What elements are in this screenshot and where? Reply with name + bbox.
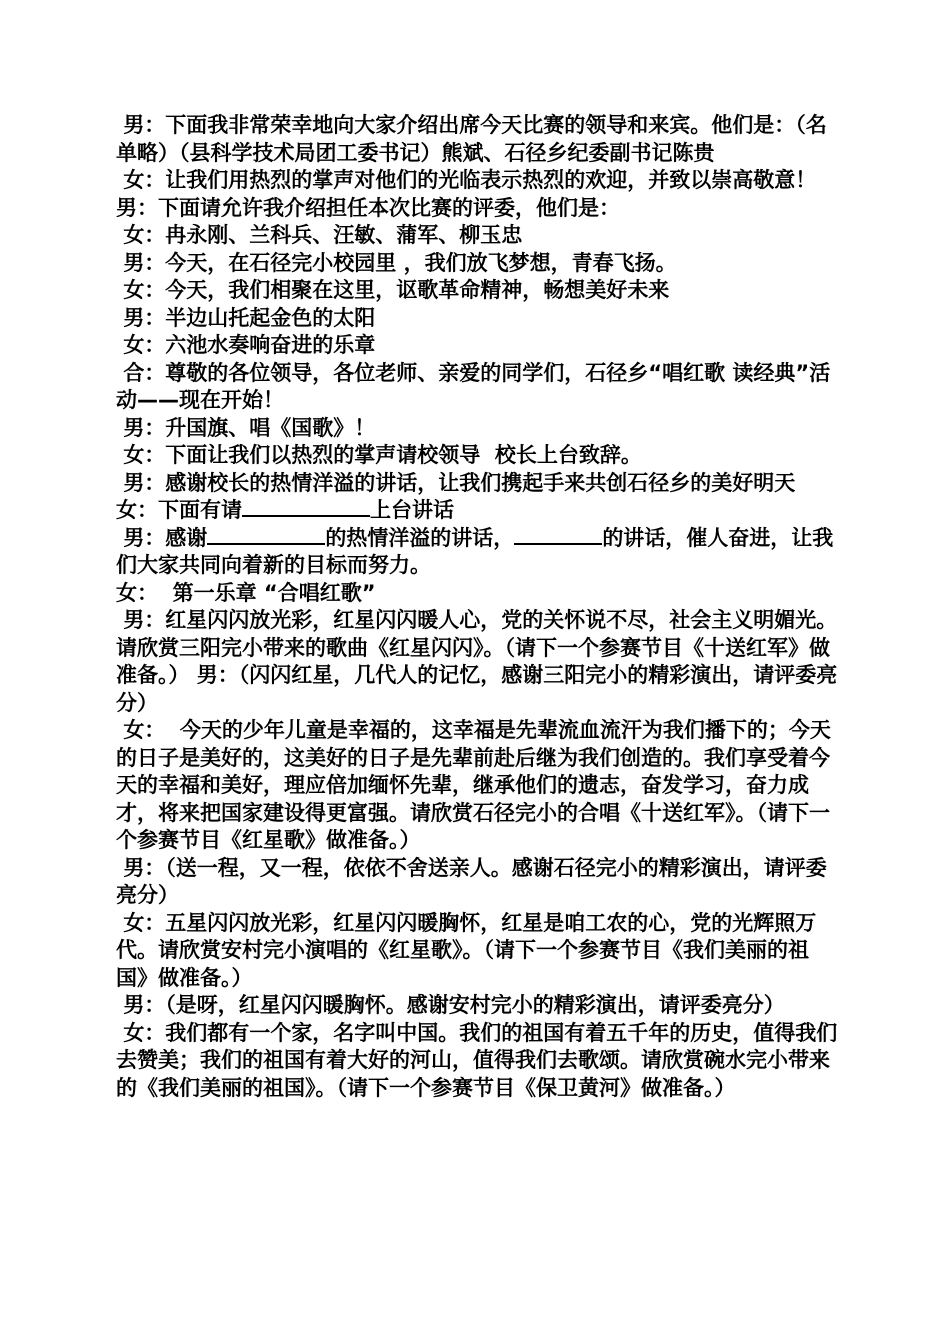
paragraph-12-part-3: 的讲话，催人奋进，让我们大家共同向着新的目标而努力。 — [116, 525, 834, 577]
paragraph-17: 女：五星闪闪放光彩，红星闪闪暖胸怀，红星是咱工农的心，党的光辉照万代。请欣赏安村完小演唱的《红星歌》。（请下一个参赛节目《我们美丽的祖国》做准备。） — [116, 910, 817, 990]
paragraph-2: 女：让我们用热烈的掌声对他们的光临表示热烈的欢迎，并致以崇高敬意！ 男：下面请允许我介绍担任本次比赛的评委，他们是： — [116, 168, 824, 220]
paragraph-3: 女：冉永刚、兰科兵、汪敏、蒲军、柳玉忠 — [116, 223, 523, 247]
paragraph-11-text-after: 上台讲话 — [370, 498, 454, 522]
paragraph-19: 女：我们都有一个家，名字叫中国。我们的祖国有着五千年的历史，值得我们去赞美；我们的祖国有着大好的河山，值得我们去歌颂。请欣赏碗水完小带来的《我们美丽的祖国》。（请下一个参赛节目《保卫黄河》做准备。） — [116, 1020, 838, 1100]
paragraph-9: 男：升国旗、唱《国歌》！ — [116, 415, 376, 440]
paragraph-15: 女： 今天的少年儿童是幸福的，这幸福是先辈流血流汗为我们播下的；今天的日子是美好的，这美好的日子是先辈前赴后继为我们创造的。我们享受着今天的幸福和美好，理应倍加缅怀先辈，继承他们的遗志，奋发学习，奋力成才，将来把国家建设得更富强。请欣赏石径完小的合唱《十送红军》。（请下一个参赛节目《红星歌》做准备。） — [116, 718, 831, 852]
paragraph-11-text-before: 男：感谢校长的热情洋溢的讲话，让我们携起手来共创石径乡的美好明天 女：下面有请 — [116, 470, 803, 522]
paragraph-14: 男：红星闪闪放光彩，红星闪闪暖人心，党的关怀说不尽，社会主义明媚光。请欣赏三阳完小带来的歌曲《红星闪闪》。（请下一个参赛节目《十送红军》做准备。） 男：（闪闪红星，几代人的记忆，感谢三阳完小的精彩演出，请评委亮分） — [116, 608, 838, 715]
paragraph-7: 女：六池水奏响奋进的乐章 — [116, 333, 376, 357]
paragraph-8: 合：尊敬的各位领导，各位老师、亲爱的同学们，石径乡“唱红歌 读经典”活动——现在开始！ — [116, 360, 831, 412]
fill-in-blank — [207, 525, 325, 545]
paragraph-1: 男：下面我非常荣幸地向大家介绍出席今天比赛的领导和来宾。他们是：（名单略）（县科学技术局团工委书记）熊斌、石径乡纪委副书记陈贵 — [116, 113, 827, 165]
paragraph-12-part-1: 男：感谢 — [116, 525, 208, 550]
section-heading: 女： 第一乐章 “合唱红歌” — [116, 580, 376, 605]
paragraph-16: 男：（送一程，又一程，依依不舍送亲人。感谢石径完小的精彩演出，请评委亮分） — [116, 855, 827, 907]
paragraph-6: 男：半边山托起金色的太阳 — [116, 305, 376, 330]
paragraph-11 — [116, 470, 838, 525]
script-body — [116, 112, 838, 1102]
paragraph-4: 男：今天，在石径完小校园里 ，我们放飞梦想，青春飞扬。 — [116, 250, 677, 275]
paragraph-18: 男：（是呀，红星闪闪暖胸怀。感谢安村完小的精彩演出，请评委亮分） — [116, 993, 785, 1017]
fill-in-blank — [242, 497, 370, 517]
paragraph-10: 女：下面让我们以热烈的掌声请校领导 校长上台致辞。 — [116, 443, 642, 467]
paragraph-12 — [116, 525, 838, 580]
fill-in-blank — [514, 525, 602, 545]
paragraph-12-part-2: 的热情洋溢的讲话， — [325, 525, 515, 550]
paragraph-5: 女：今天，我们相聚在这里，讴歌革命精神，畅想美好未来 — [116, 278, 670, 302]
